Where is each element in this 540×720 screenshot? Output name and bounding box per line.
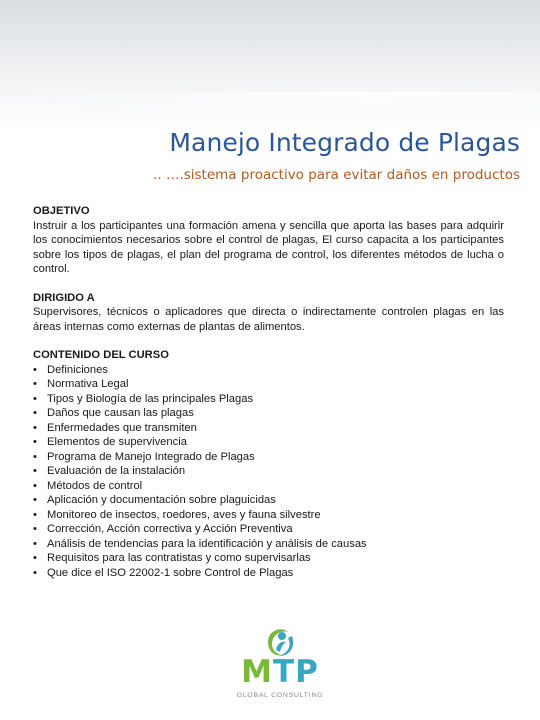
dirigido-heading: DIRIGIDO A	[33, 291, 95, 304]
contenido-section	[33, 348, 504, 580]
dirigido-text: Supervisores, técnicos o aplicadores que directa o indirectamente controlen plagas en las áreas internas como externas de plantas de alimentos.	[33, 306, 504, 333]
contenido-heading: CONTENIDO DEL CURSO	[33, 349, 169, 361]
logo-person-icon	[262, 624, 298, 658]
dirigido-section	[33, 291, 504, 335]
contenido-list	[33, 363, 504, 581]
list-item: • Requisitos para las contratistas y como supervisarlas	[33, 551, 504, 566]
course-content	[33, 204, 504, 594]
mtp-logo	[235, 624, 325, 716]
objetivo-text: Instruir a los participantes una formación amena y sencilla que aporta las bases para adquirir los conocimientos necesarios sobre el control de plagas, El curso capacita a los participantes sobre los tipos de plagas, el plan del programa de control, los diferentes métodos de lucha o control.	[33, 219, 504, 275]
list-item: • Análisis de tendencias para la identificación y análisis de causas	[33, 537, 504, 552]
list-item: • Corrección, Acción correctiva y Acción Preventiva	[33, 522, 504, 537]
list-item: • Normativa Legal	[33, 377, 504, 392]
objetivo-heading: OBJETIVO	[33, 205, 90, 217]
list-item: • Evaluación de la instalación	[33, 464, 504, 479]
list-item: • Métodos de control	[33, 479, 504, 494]
page-subtitle: .. ….sistema proactivo para evitar daños en productos	[153, 167, 520, 183]
list-item: • Tipos y Biología de las principales Plagas	[33, 392, 504, 407]
list-item: • Elementos de supervivencia	[33, 435, 504, 450]
list-item: • Daños que causan las plagas	[33, 406, 504, 421]
list-item: • Que dice el ISO 22002-1 sobre Control de Plagas	[33, 566, 504, 581]
list-item: • Programa de Manejo Integrado de Plagas	[33, 450, 504, 465]
list-item: • Monitoreo de insectos, roedores, aves y fauna silvestre	[33, 508, 504, 523]
logo-tagline: GLOBAL CONSULTING	[236, 692, 324, 699]
page-title: Manejo Integrado de Plagas	[169, 128, 520, 157]
objetivo-section	[33, 204, 504, 277]
list-item: • Definiciones	[33, 363, 504, 378]
list-item: • Aplicación y documentación sobre plaguicidas	[33, 493, 504, 508]
list-item: • Enfermedades que transmiten	[33, 421, 504, 436]
logo-wordmark: MTP	[241, 654, 319, 690]
header-background	[0, 0, 540, 128]
